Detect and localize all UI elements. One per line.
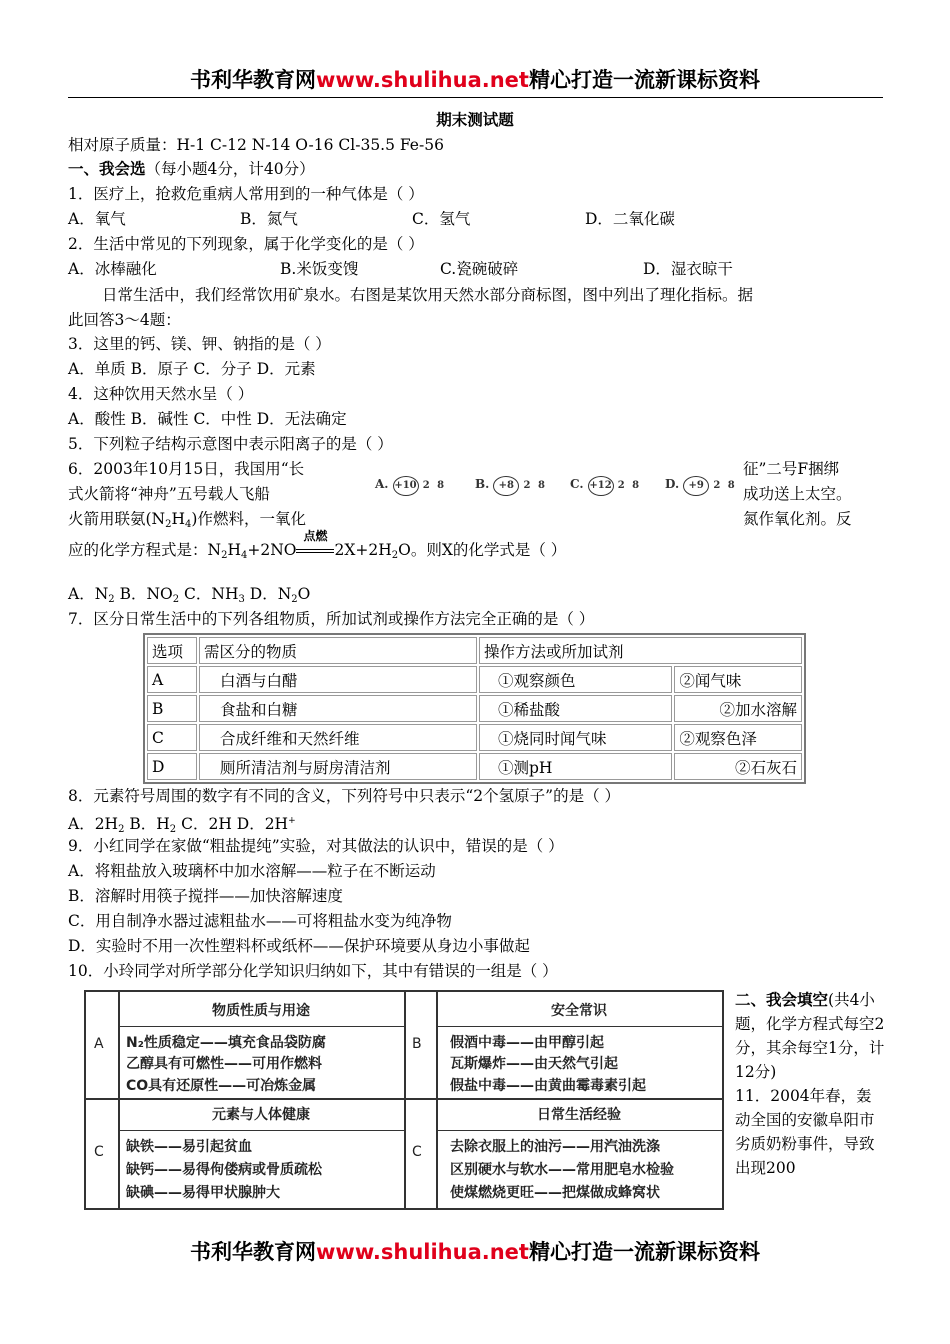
block-b-item: 瓦斯爆炸——由天然气引起 xyxy=(450,1056,618,1072)
block-c-label: C xyxy=(94,1144,104,1160)
q6-line2a: 式火箭将“神舟”五号载人飞船 xyxy=(68,485,270,503)
q6-equation: 应的化学方程式是：$N_2H_4+2NO$ 点燃 $2X+2H_2O$。则X的化学式是（ ） xyxy=(68,529,567,561)
table-row: B 食盐和白糖 ①稀盐酸 ②加水溶解 xyxy=(147,695,802,722)
q3-stem: 3．这里的钙、镁、钾、钠指的是（ ） xyxy=(68,335,331,353)
header-prefix: 书利华教育网 xyxy=(190,68,317,92)
block-c-head: 元素与人体健康 xyxy=(212,1107,310,1123)
q7-table xyxy=(143,633,806,784)
q2-opt-a: A．冰棒融化 xyxy=(68,260,157,278)
table-row: A 白酒与白醋 ①观察颜色 ②闻气味 xyxy=(147,666,802,693)
q6-line1a: 6．2003年10月15日，我国用“长 xyxy=(68,460,305,478)
block-a-item: 乙醇具有可燃性——可用作燃料 xyxy=(126,1056,322,1072)
atom-diagram-d: D. +9 2 8 xyxy=(665,476,737,496)
q11-text: 11．2004年春，轰动全国的安徽阜阳市劣质奶粉事件，导致出现200 xyxy=(735,1087,875,1177)
reaction-arrow: 点燃 xyxy=(296,539,334,561)
header-rule xyxy=(68,97,883,98)
header-url[interactable]: www.shulihua.net xyxy=(316,68,529,92)
footer-url[interactable]: www.shulihua.net xyxy=(316,1240,529,1264)
footer-suffix: 精心打造一流新课标资料 xyxy=(528,1240,760,1264)
q1-opt-a: A．氧气 xyxy=(68,210,126,228)
block-d-item: 使煤燃烧更旺——把煤做成蜂窝状 xyxy=(450,1185,660,1201)
block-a-item: N₂性质稳定——填充食品袋防腐 xyxy=(126,1035,326,1051)
section1-heading xyxy=(68,158,315,180)
passage-line2: 此回答3～4题： xyxy=(68,311,181,329)
q9-opt-c: C．用自制净水器过滤粗盐水——可将粗盐水变为纯净物 xyxy=(68,912,452,930)
q2-opt-d: D．湿衣晾干 xyxy=(643,260,733,278)
table-row: C 合成纤维和天然纤维 ①烧同时闻气味 ②观察色泽 xyxy=(147,724,802,751)
q8-stem: 8．元素符号周围的数字有不同的含义，下列符号中只表示“2个氢原子”的是（ ） xyxy=(68,787,621,805)
table-row: D 厕所清洁剂与厨房清洁剂 ①测pH ②石灰石 xyxy=(147,753,802,780)
block-b-label: B xyxy=(412,1036,422,1052)
page-footer xyxy=(0,1236,950,1266)
q9-opt-b: B．溶解时用筷子搅拌——加快溶解速度 xyxy=(68,887,343,905)
section2-label: 二、我会填空 xyxy=(735,991,829,1009)
q1-opt-d: D．二氧化碳 xyxy=(585,210,675,228)
atom-diagram-c: C. +12 2 8 xyxy=(570,476,641,496)
q6-line3a: 火箭用联氨$(N_2H_4)$作燃料，一氧化 xyxy=(68,510,306,530)
q6-line3b: 氮作氧化剂。反 xyxy=(743,510,852,528)
q6-line2b: 成功送上太空。 xyxy=(743,485,852,503)
block-d-item: 区别硬水与软水——常用肥皂水检验 xyxy=(450,1162,674,1178)
q1-opt-b: B．氮气 xyxy=(240,210,298,228)
block-c-item: 缺铁——易引起贫血 xyxy=(126,1139,252,1155)
q1-stem: 1．医疗上，抢救危重病人常用到的一种气体是（ ） xyxy=(68,185,424,203)
block-b-item: 假盐中毒——由黄曲霉毒素引起 xyxy=(450,1078,646,1094)
q7-stem: 7．区分日常生活中的下列各组物质，所加试剂或操作方法完全正确的是（ ） xyxy=(68,610,595,628)
atom-diagram-a: A. +10 2 8 xyxy=(375,476,446,496)
block-a-label: A xyxy=(94,1036,104,1052)
atom-diagram-b: B. +8 2 8 xyxy=(475,476,547,496)
q9-opt-d: D．实验时不用一次性塑料杯或纸杯——保护环境要从身边小事做起 xyxy=(68,937,530,955)
section1-note: （每小题4分，计40分） xyxy=(145,160,315,178)
q8-options: A．$2H_2$ B．$H_2$ C．2H D．2H+ xyxy=(68,815,296,835)
q4-stem: 4．这种饮用天然水呈（ ） xyxy=(68,385,254,403)
q3-opts: A．单质 B．原子 C．分子 D．元素 xyxy=(68,360,316,378)
q9-opt-a: A．将粗盐放入玻璃杯中加水溶解——粒子在不断运动 xyxy=(68,862,436,880)
q2-stem: 2．生活中常见的下列现象，属于化学变化的是（ ） xyxy=(68,235,424,253)
q10-table xyxy=(84,990,724,1210)
q2-opt-b: B.米饭变馊 xyxy=(280,260,359,278)
page-title: 期末测试题 xyxy=(436,111,514,129)
footer-prefix: 书利华教育网 xyxy=(190,1240,317,1264)
q6-options: A．$N_2$ B．$NO_2$ C．$NH_3$ D．$N_2O$ xyxy=(68,585,311,605)
q5-stem: 5．下列粒子结构示意图中表示阳离子的是（ ） xyxy=(68,435,393,453)
q1-opt-c: C．氢气 xyxy=(412,210,471,228)
passage-line1: 日常生活中，我们经常饮用矿泉水。右图是某饮用天然水部分商标图，图中列出了理化指标。据 xyxy=(102,286,754,304)
block-c-item: 缺碘——易得甲状腺肿大 xyxy=(126,1185,280,1201)
q2-opt-c: C.瓷碗破碎 xyxy=(440,260,519,278)
page-header xyxy=(0,64,950,94)
section2-column xyxy=(735,988,885,1180)
section2-note: (共4小题，化学方程式每空2分，其余每空1分，计12分) xyxy=(735,991,885,1081)
header-suffix: 精心打造一流新课标资料 xyxy=(528,68,760,92)
q4-opts: A．酸性 B．碱性 C．中性 D．无法确定 xyxy=(68,410,347,428)
block-b-head: 安全常识 xyxy=(551,1003,607,1019)
block-a-item: CO具有还原性——可冶炼金属 xyxy=(126,1078,317,1094)
q6-line1b: 征”二号F捆绑 xyxy=(743,460,840,478)
section1-label: 一、我会选 xyxy=(68,160,146,178)
table-header-row: 选项 需区分的物质 操作方法或所加试剂 xyxy=(147,637,802,664)
block-a-head: 物质性质与用途 xyxy=(212,1003,310,1019)
block-d-head: 日常生活经验 xyxy=(537,1107,621,1123)
q9-stem: 9．小红同学在家做“粗盐提纯”实验，对其做法的认识中，错误的是（ ） xyxy=(68,837,564,855)
block-d-label: C xyxy=(412,1144,422,1160)
block-b-item: 假酒中毒——由甲醇引起 xyxy=(450,1035,604,1051)
block-c-item: 缺钙——易得佝偻病或骨质疏松 xyxy=(126,1162,322,1178)
atomic-masses: 相对原子质量：H-1 C-12 N-14 O-16 Cl-35.5 Fe-56 xyxy=(68,136,444,154)
block-d-item: 去除衣服上的油污——用汽油洗涤 xyxy=(450,1139,660,1155)
q10-stem: 10．小玲同学对所学部分化学知识归纳如下，其中有错误的一组是（ ） xyxy=(68,962,558,980)
